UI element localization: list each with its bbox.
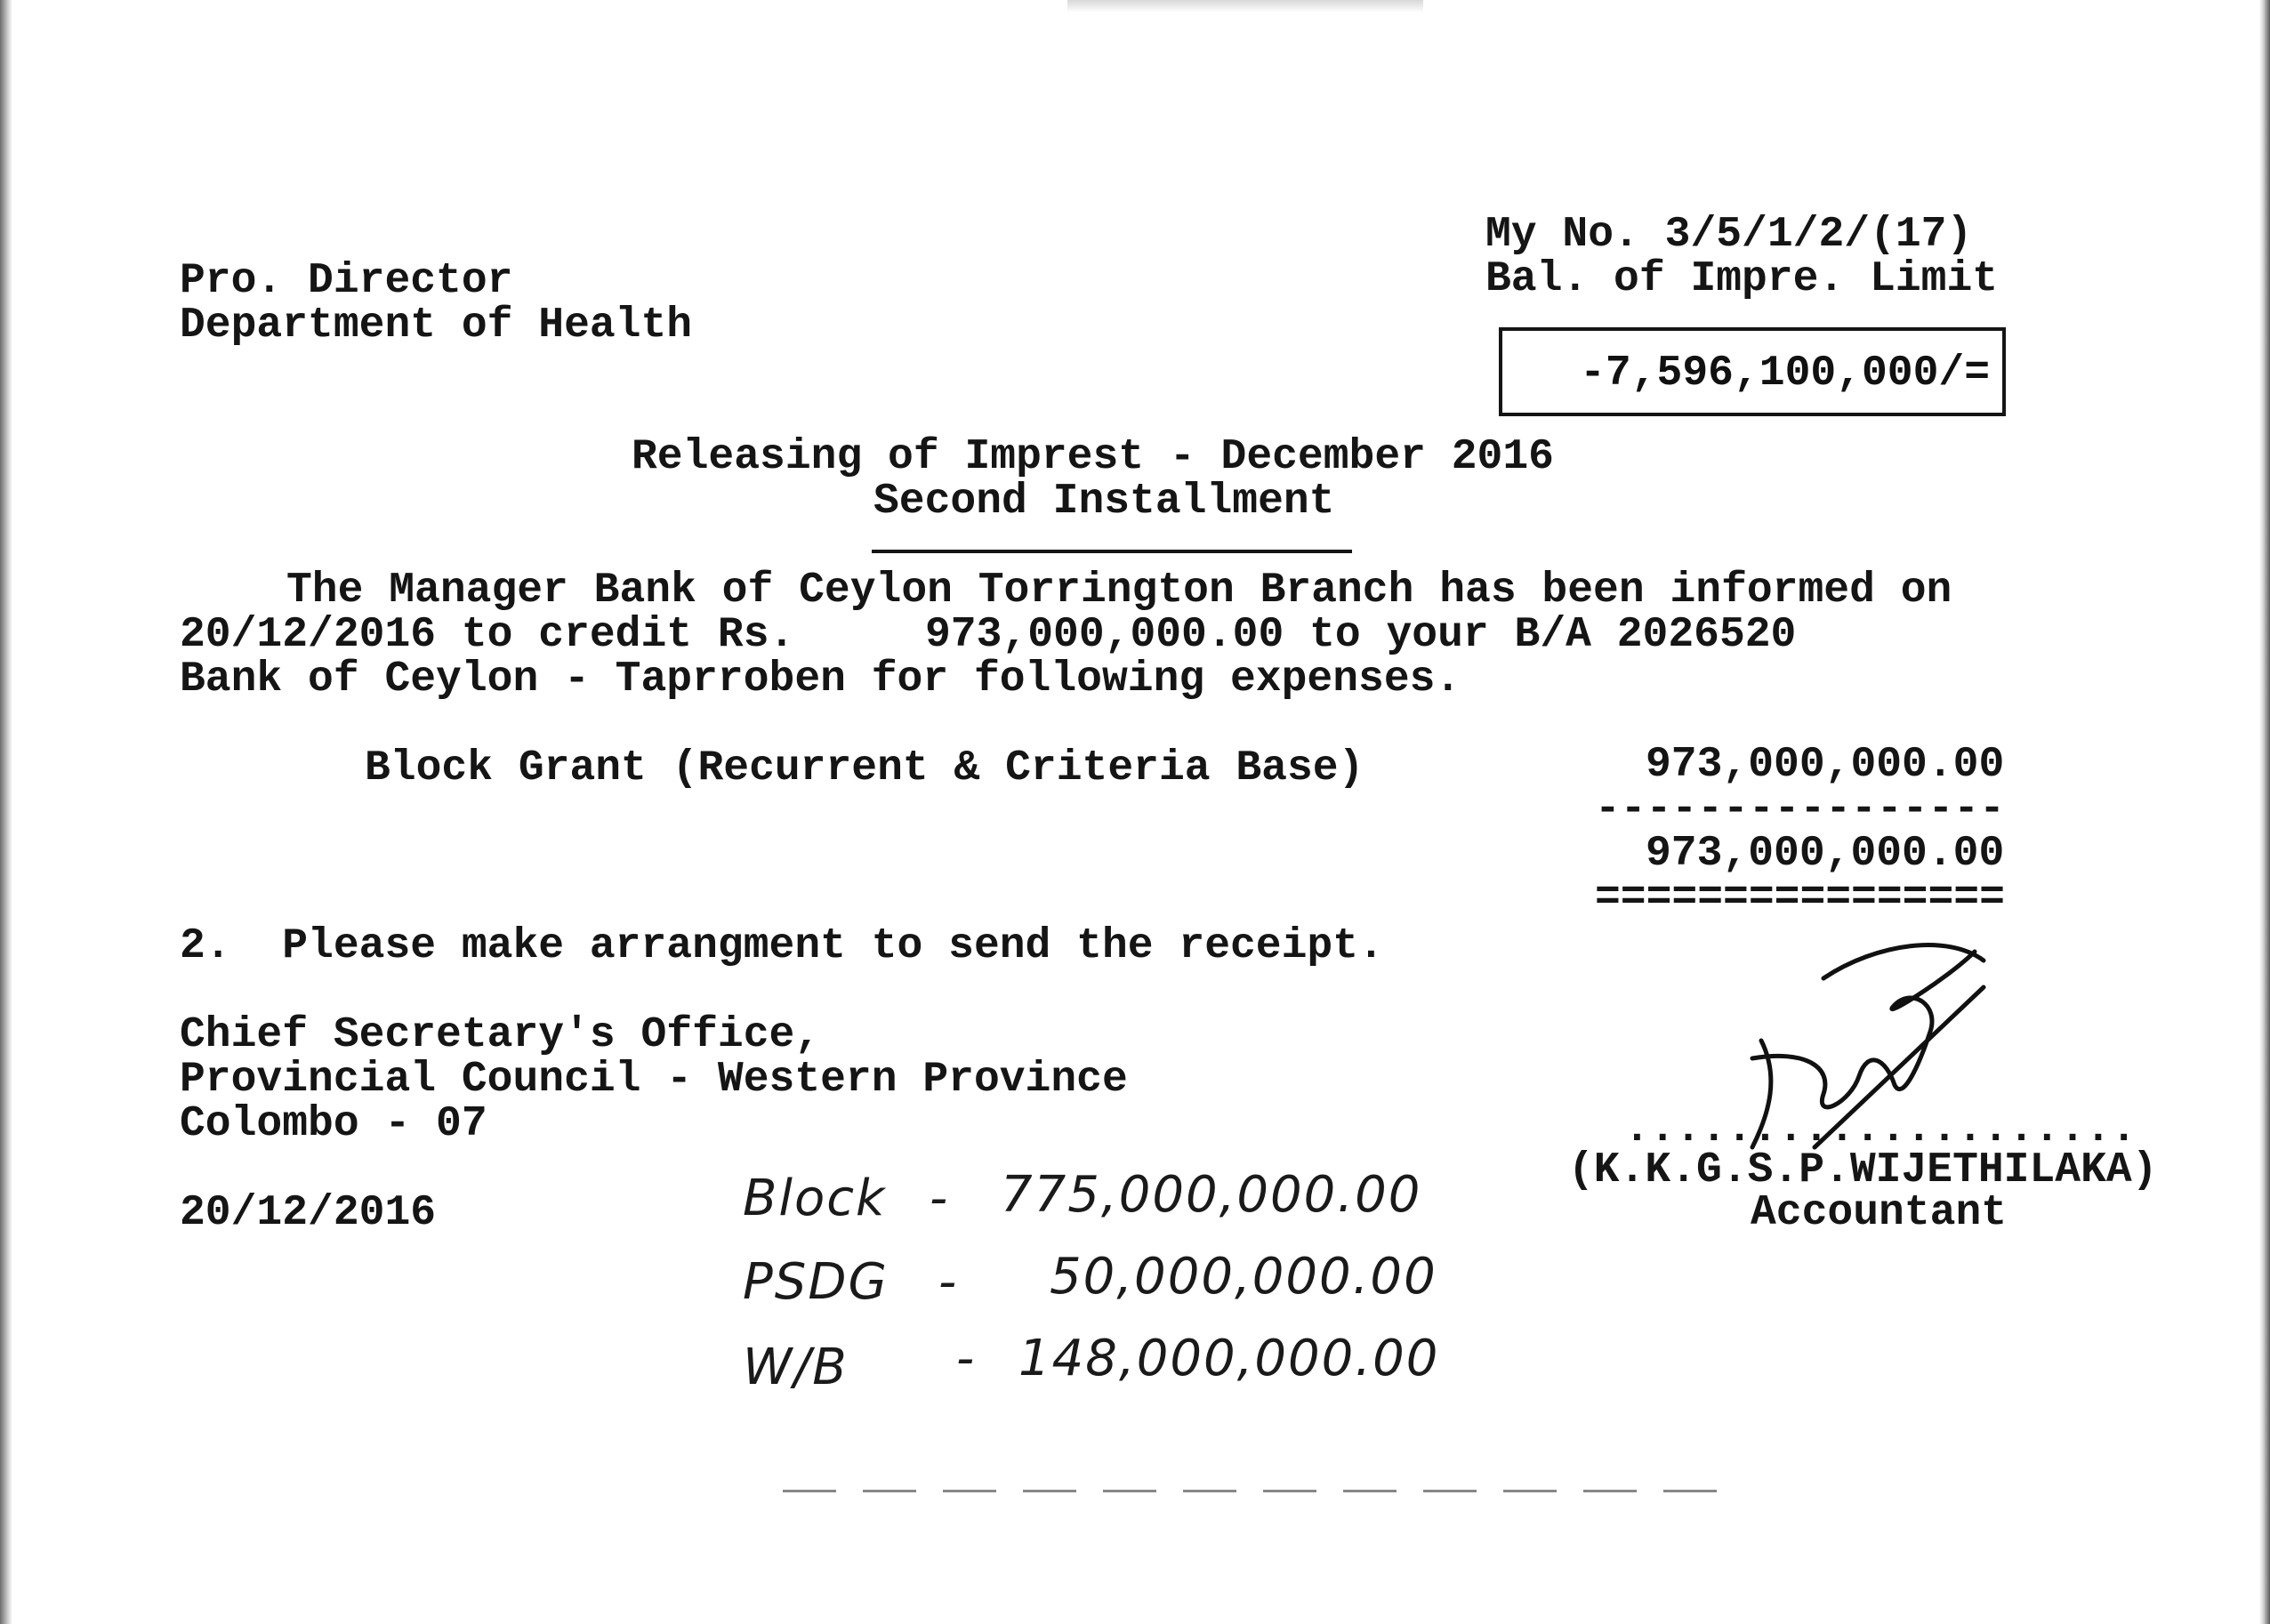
scan-edge-left [0,0,12,1624]
expense-total-amount: 973,000,000.00 [1646,830,2005,878]
sender-line-2: Provincial Council - Western Province [180,1056,1128,1104]
body-line-3: Bank of Ceylon - Taprroben for following expenses. [180,655,1461,703]
scan-artifact-line [783,1490,1717,1492]
expense-double-rule: ================ [1595,874,2005,922]
reference-number: My No. 3/5/1/2/(17) [1485,211,1973,259]
expense-dash-rule: ---------------- [1595,785,2005,833]
handwritten-amount-psdg: 50,000,000.00 [1050,1248,1437,1306]
signature-dots: .................... [1624,1105,2137,1154]
handwritten-label-wb: W/B [743,1339,849,1396]
balance-value: -7,596,100,000/= [1580,350,1990,398]
handwritten-label-psdg: PSDG [743,1253,889,1311]
handwritten-dash-block: - [930,1170,950,1227]
expense-item-amount: 973,000,000.00 [1646,741,2005,789]
handwritten-dash-wb: - [956,1330,977,1387]
handwritten-dash-psdg: - [938,1253,959,1311]
receipt-note: 2. Please make arrangment to send the receipt. [180,922,1384,970]
signatory-title: Accountant [1751,1189,2008,1237]
recipient-line-2: Department of Health [180,301,693,350]
body-line-2b: 973,000,000.00 to your B/A 2026520 [925,611,1797,659]
balance-label: Bal. of Impre. Limit [1485,255,1999,303]
sender-line-1: Chief Secretary's Office, [180,1011,821,1059]
recipient-line-1: Pro. Director [180,257,513,305]
balance-box [1499,327,2006,416]
signatory-name: (K.K.G.S.P.WIJETHILAKA) [1568,1146,2158,1194]
sender-line-3: Colombo - 07 [180,1100,487,1148]
handwritten-amount-block: 775,000,000.00 [1001,1166,1422,1224]
scan-edge-top [1067,0,1423,12]
handwritten-amount-wb: 148,000,000.00 [1018,1330,1440,1387]
subject-subtitle: Second Installment [873,478,1335,526]
expense-item-label: Block Grant (Recurrent & Criteria Base) [365,744,1364,792]
subject-underline [872,550,1352,553]
handwritten-label-block: Block [743,1170,887,1227]
body-line-1: The Manager Bank of Ceylon Torrington Branch has been informed on [286,567,1952,615]
subject-title: Releasing of Imprest - December 2016 [632,433,1554,481]
scan-edge-right [2259,0,2270,1624]
body-line-2a: 20/12/2016 to credit Rs. [180,611,795,659]
letter-date: 20/12/2016 [180,1189,437,1237]
